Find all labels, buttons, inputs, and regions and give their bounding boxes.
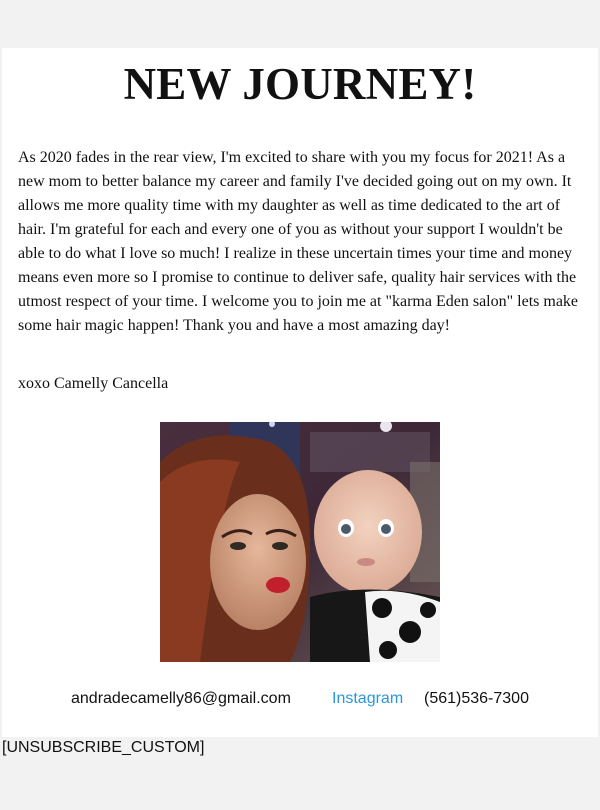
unsubscribe-placeholder[interactable]: [UNSUBSCRIBE_CUSTOM] xyxy=(2,739,205,756)
email-headline: NEW JOURNEY! xyxy=(123,59,477,109)
instagram-link[interactable]: Instagram xyxy=(332,690,404,707)
email-card xyxy=(2,48,598,737)
contact-row xyxy=(2,687,598,711)
contact-email[interactable]: andradecamelly86@gmail.com xyxy=(71,690,291,707)
email-signoff: xoxo Camelly Cancella xyxy=(18,375,169,392)
mother-baby-photo xyxy=(160,422,440,662)
contact-phone[interactable]: (561)536-7300 xyxy=(424,690,529,707)
email-body-text: As 2020 fades in the rear view, I'm excited to share with you my focus for 2021! As a new mom to better balance my career and family I've decided going out on my own. It allows me more quality time with my daughter as well as time dedicated to the art of hair. I'm grateful for each and every one of you as without your support I wouldn't be able to do what I love so much! I realize in these uncertain times your time and money means even more so I promise to continue to deliver safe, quality hair services with the utmost respect of your time. I welcome you to join me at "karma Eden salon" lets make some hair magic happen! Thank you and have a most amazing day! xyxy=(18,149,579,334)
